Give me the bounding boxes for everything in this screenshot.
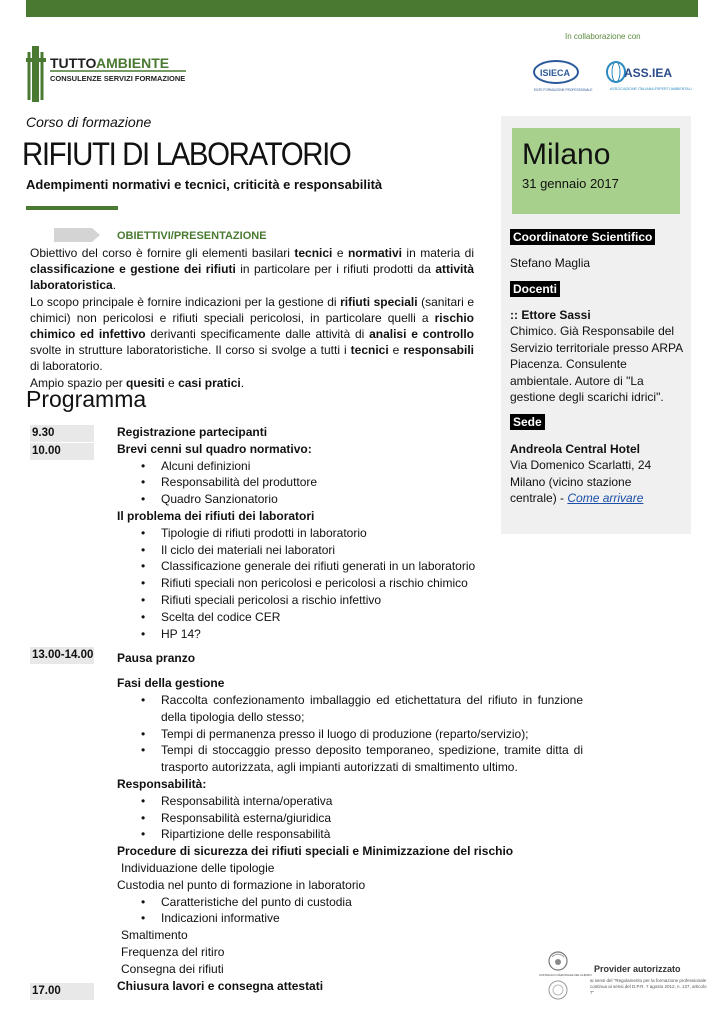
assiea-logo — [604, 58, 692, 94]
schedule-bullet-item: • Il ciclo dei materiali nei laboratori — [117, 542, 583, 559]
emphasized-text: responsabili — [403, 343, 475, 358]
coordinator-header: Coordinatore Scientifico — [510, 229, 655, 245]
emphasized-text: classificazione e gestione dei rifiuti — [30, 262, 236, 277]
schedule-bullet-item: • Rifiuti speciali non pericolosi e pericolosi a rischio chimico — [117, 575, 583, 592]
emphasized-text: rifiuti speciali — [340, 294, 418, 309]
emphasized-text: rischio chimico ed infettivo — [30, 310, 474, 342]
provider-title: Provider autorizzato — [594, 964, 681, 974]
svg-text:ISIECA: ISIECA — [540, 68, 571, 78]
objectives-paragraph-1 — [30, 245, 474, 294]
course-subtitle: Adempimenti normativi e tecnici, criticità e responsabilità — [26, 177, 383, 192]
schedule-line: Consegna dei rifiuti — [121, 961, 224, 976]
directions-link[interactable]: Come arrivare — [567, 491, 644, 505]
svg-text:ASS.IEA: ASS.IEA — [624, 66, 673, 80]
body-text: in materia di — [401, 246, 475, 260]
body-text: e — [388, 343, 404, 358]
schedule-bullet-item: • Tipologie di rifiuti prodotti in laboratorio — [117, 525, 583, 542]
schedule-bullet-item: • Scelta del codice CER — [117, 609, 583, 626]
schedule-bullet-item: • Responsabilità esterna/giuridica — [117, 810, 583, 827]
emphasized-text: analisi e controllo — [369, 327, 475, 342]
time-slot: 9.30 — [30, 425, 94, 442]
emphasized-text: attività laboratoristica — [30, 262, 474, 293]
logo-tagline: CONSULENZE SERVIZI FORMAZIONE — [50, 74, 186, 83]
body-text: (sanitari e chimici) non pericolosi e rifiuti speciali pericolosi, in particolare quelli a — [30, 294, 475, 325]
schedule-bullet-item: • HP 14? — [117, 626, 583, 643]
body-text: . — [112, 278, 117, 293]
section-arrow-icon — [54, 228, 100, 242]
course-date: 31 gennaio 2017 — [522, 176, 619, 191]
schedule-bullet-item: • Quadro Sanzionatorio — [117, 491, 583, 508]
schedule-heading: Brevi cenni sul quadro normativo: — [117, 441, 312, 456]
schedule-bullet-item: • Raccolta confezionamento imballaggio ed etichettatura del rifiuto in funzione della tipologia dello stesso; — [117, 692, 583, 726]
logo-name-part1: TUTTO — [50, 55, 97, 71]
body-text: di laboratorio. — [30, 359, 103, 374]
isieca-logo — [530, 58, 593, 94]
provider-note: ai sensi del "Regolamento per la formazione professionale continua ai sensi del D.P.R. 7 agosto 2012, n. 137, articolo 7" — [590, 978, 707, 995]
schedule-spacer — [117, 667, 583, 675]
schedule-bullet-item: • Alcuni definizioni — [117, 458, 583, 475]
body-text: svolte in strutture laboratoristiche. Il corso si svolge a tutti i — [30, 343, 351, 358]
venue-name: Andreola Central Hotel — [510, 442, 641, 456]
body-text: e — [332, 246, 348, 260]
emphasized-text: quesiti — [126, 375, 165, 390]
svg-text:CONSIGLIO NAZIONALE DEI CHIMIC: CONSIGLIO NAZIONALE DEI CHIMICI — [539, 973, 592, 977]
schedule-bullet-item: • Ripartizione delle responsabilità — [117, 826, 583, 843]
objectives-header: OBIETTIVI/PRESENTAZIONE — [117, 230, 267, 242]
emphasized-text: normativi — [347, 246, 402, 260]
logo-name-part2: AMBIENTE — [96, 55, 170, 71]
schedule-heading: Registrazione partecipanti — [117, 425, 268, 439]
top-green-bar — [26, 0, 698, 17]
course-title: RIFIUTI DI LABORATORIO — [22, 136, 351, 172]
svg-text:ENTE FORMAZIONE PROFESSIONALE: ENTE FORMAZIONE PROFESSIONALE — [534, 88, 593, 92]
schedule-heading: Fasi della gestione — [117, 676, 225, 691]
schedule-bullet-item: • Indicazioni informative — [117, 910, 583, 927]
emphasized-text: casi pratici — [178, 375, 241, 390]
time-slot: 13.00-14.00 — [30, 647, 94, 664]
body-text: Ampio spazio per — [30, 375, 127, 390]
schedule-spacer — [117, 642, 583, 650]
city-name: Milano — [522, 138, 611, 171]
schedule-heading: Chiusura lavori e consegna attestati — [117, 978, 324, 993]
time-slot: 17.00 — [30, 983, 94, 1000]
venue-header: Sede — [510, 414, 545, 430]
schedule-bullet-item: • Caratteristiche del punto di custodia — [117, 894, 583, 911]
schedule-heading: Pausa pranzo — [117, 651, 196, 666]
schedule-bullet-item: • Rifiuti speciali pericolosi a rischio infettivo — [117, 592, 583, 609]
objectives-paragraph-2 — [30, 294, 474, 375]
program-title: Programma — [26, 386, 147, 412]
schedule-heading: Procedure di sicurezza dei rifiuti speciali e Minimizzazione del rischio — [117, 844, 514, 859]
venue-address: Via Domenico Scarlatti, 24 Milano (vicino stazione centrale) - Come arrivare — [510, 458, 652, 505]
teacher-name: :: Ettore Sassi — [510, 308, 591, 322]
objectives-text — [30, 245, 474, 391]
emphasized-text: tecnici — [350, 343, 389, 358]
course-label: Corso di formazione — [26, 114, 152, 130]
schedule-line: Individuazione delle tipologie — [121, 860, 275, 875]
schedule-bullet-item: • Responsabilità del produttore — [117, 474, 583, 491]
tuttoambiente-logo — [26, 44, 196, 102]
schedule-line: Smaltimento — [121, 928, 188, 943]
schedule-line: Custodia nel punto di formazione in laboratorio — [117, 877, 366, 892]
teacher-bio: Chimico. Già Responsabile del Servizio territoriale presso ARPA Piacenza. Consulente ambientale. Autore di "La gestione degli scarichi idrici". — [510, 324, 683, 404]
schedule-heading: Il problema dei rifiuti dei laboratori — [117, 508, 315, 523]
title-divider — [26, 206, 118, 210]
body-text: e — [164, 375, 179, 390]
body-text: Obiettivo del corso è fornire gli elementi basilari — [30, 246, 295, 260]
schedule-heading: Responsabilità: — [117, 776, 207, 791]
body-text: in particolare per i rifiuti prodotti da — [235, 262, 436, 277]
coordinator-name: Stefano Maglia — [510, 256, 591, 270]
body-text: derivanti specificamente dalle attività di — [145, 327, 370, 342]
body-text: . — [240, 375, 245, 390]
time-slot: 10.00 — [30, 443, 94, 460]
schedule-bullet-item: • Tempi di stoccaggio presso deposito temporaneo, spedizione, tramite ditta di trasporto autorizzata, agli impianti autorizzati di smaltimento ultimo. — [117, 742, 583, 776]
schedule-bullet-item: • Classificazione generale dei rifiuti generati in un laboratorio — [117, 558, 583, 575]
body-text: Lo scopo principale è fornire indicazioni per la gestione di — [30, 294, 341, 309]
emphasized-text: tecnici — [294, 246, 333, 260]
schedule-bullet-item: • Responsabilità interna/operativa — [117, 793, 583, 810]
chemists-council-seal-icon — [538, 950, 592, 1002]
collaboration-label: In collaborazione con — [565, 32, 641, 41]
schedule-bullet-item: • Tempi di permanenza presso il luogo di produzione (reparto/servizio); — [117, 726, 583, 743]
svg-text:ASSOCIAZIONE ITALIANA ESPERTI: ASSOCIAZIONE ITALIANA ESPERTI AMBIENTALI — [610, 87, 692, 91]
schedule-line: Frequenza del ritiro — [121, 944, 225, 959]
teachers-header: Docenti — [510, 281, 560, 297]
